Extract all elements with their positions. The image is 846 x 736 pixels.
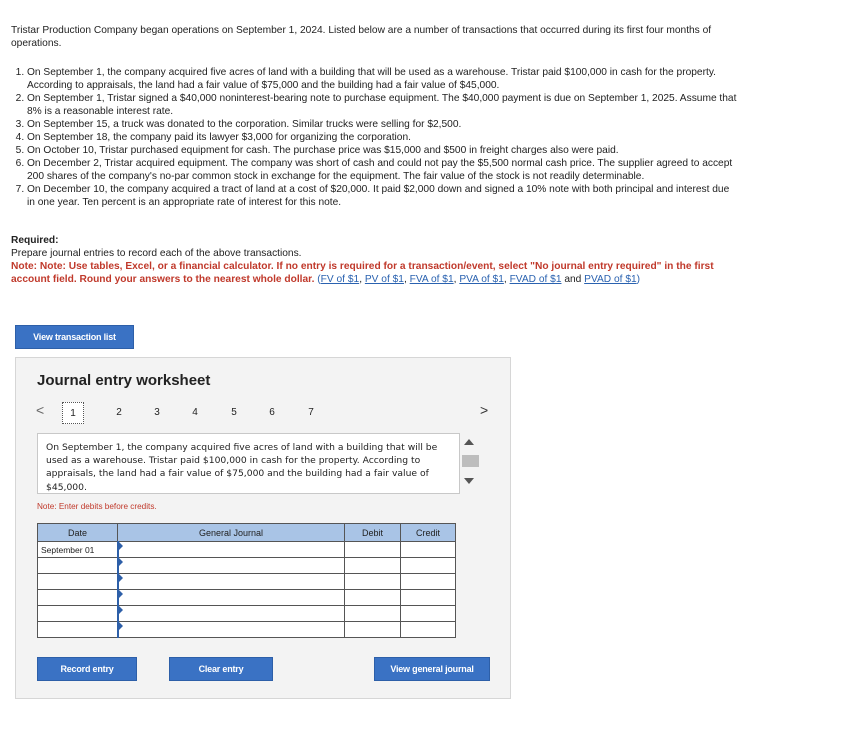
- view-transaction-list-button[interactable]: View transaction list: [15, 325, 134, 349]
- page-4-tab[interactable]: 4: [192, 407, 198, 418]
- table-row: [38, 558, 456, 574]
- fv-link[interactable]: FV of $1: [320, 274, 360, 285]
- transaction-item: 5. On October 10, Tristar purchased equipment for cash. The purchase price was $15,000 and $500 in freight charges also were paid.: [27, 144, 739, 157]
- table-row: [38, 606, 456, 622]
- date-column-header: Date: [38, 524, 118, 542]
- journal-entry-worksheet: [15, 357, 511, 699]
- scroll-thumb[interactable]: [462, 455, 479, 467]
- debit-field[interactable]: [345, 558, 401, 574]
- debit-field[interactable]: [345, 574, 401, 590]
- credit-field[interactable]: [401, 558, 456, 574]
- debit-column-header: Debit: [345, 524, 401, 542]
- required-heading: Required:: [11, 235, 59, 246]
- fvad-link[interactable]: FVAD of $1: [509, 274, 562, 285]
- description-scrollbar[interactable]: [459, 433, 481, 494]
- transaction-item: 3. On September 15, a truck was donated to the corporation. Similar trucks were selling for $2,500.: [27, 118, 739, 131]
- transaction-item: 1. On September 1, the company acquired five acres of land with a building that will be used as a warehouse. Tristar paid $100,000 in cash for the property. According to appraisals, the land had a fair value of $75,000 and the building had a fair value of $45,000.: [27, 66, 739, 92]
- date-cell: September 01: [38, 542, 118, 558]
- intro-paragraph: Tristar Production Company began operations on September 1, 2024. Listed below are a number of transactions that occurred during its first four months of operations.: [11, 25, 712, 49]
- worksheet-pager: [36, 402, 496, 424]
- record-entry-button[interactable]: Record entry: [37, 657, 137, 681]
- table-row: [38, 622, 456, 638]
- required-section: [11, 234, 731, 286]
- credit-column-header: Credit: [401, 524, 456, 542]
- table-row: [38, 590, 456, 606]
- date-cell: [38, 590, 118, 606]
- account-field[interactable]: [118, 558, 345, 574]
- page-1-tab[interactable]: 1: [62, 402, 84, 424]
- prev-arrow-icon[interactable]: <: [36, 402, 45, 418]
- account-field[interactable]: [118, 590, 345, 606]
- page-5-tab[interactable]: 5: [231, 407, 237, 418]
- scroll-up-icon[interactable]: [464, 439, 474, 445]
- pva-link[interactable]: PVA of $1: [459, 274, 504, 285]
- pv-link[interactable]: PV of $1: [364, 274, 404, 285]
- clear-entry-button[interactable]: Clear entry: [169, 657, 273, 681]
- transaction-item: 6. On December 2, Tristar acquired equipment. The company was short of cash and could not pay the $5,500 normal cash price. The supplier agreed to accept 200 shares of the company's no-par common stock in exchange for the equipment. The fair value of the stock is not readily determinable.: [27, 157, 739, 183]
- transaction-item: 2. On September 1, Tristar signed a $40,000 noninterest-bearing note to purchase equipment. The $40,000 payment is due on September 1, 2025. Assume that 8% is a reasonable interest rate.: [27, 92, 739, 118]
- journal-column-header: General Journal: [118, 524, 345, 542]
- credit-field[interactable]: [401, 590, 456, 606]
- date-cell: [38, 558, 118, 574]
- credit-field[interactable]: [401, 542, 456, 558]
- pvad-link[interactable]: PVAD of $1: [584, 274, 637, 285]
- required-text: Prepare journal entries to record each of the above transactions.: [11, 248, 302, 259]
- table-row: [38, 542, 456, 558]
- account-field[interactable]: [118, 622, 345, 638]
- transaction-item: 4. On September 18, the company paid its lawyer $3,000 for organizing the corporation.: [27, 131, 739, 144]
- scroll-down-icon[interactable]: [464, 478, 474, 484]
- fva-link[interactable]: FVA of $1: [409, 274, 454, 285]
- worksheet-title: Journal entry worksheet: [37, 372, 211, 389]
- debit-credit-hint: Note: Enter debits before credits.: [37, 502, 157, 511]
- debit-field[interactable]: [345, 606, 401, 622]
- required-note: Note: Note: Use tables, Excel, or a financial calculator. If no entry is required for a transaction/event, select "No journal entry required" in the first account field. Round your answers to the nearest whole dollar.: [11, 261, 714, 285]
- table-row: [38, 574, 456, 590]
- credit-field[interactable]: [401, 622, 456, 638]
- transaction-list: [11, 66, 739, 209]
- journal-table: [37, 523, 456, 638]
- table-links: (FV of $1, PV of $1, FVA of $1, PVA of $1, FVAD of $1 and PVAD of $1): [317, 274, 641, 285]
- credit-field[interactable]: [401, 574, 456, 590]
- view-general-journal-button[interactable]: View general journal: [374, 657, 490, 681]
- date-cell: [38, 622, 118, 638]
- debit-field[interactable]: [345, 542, 401, 558]
- page-6-tab[interactable]: 6: [269, 407, 275, 418]
- account-field[interactable]: [118, 574, 345, 590]
- debit-field[interactable]: [345, 590, 401, 606]
- transaction-description: On September 1, the company acquired five acres of land with a building that will be used as a warehouse. Tristar paid $100,000 in cash for the property. According to appraisals, the land had a fair value of $75,000 and the building had a fair value of $45,000.: [37, 433, 460, 494]
- account-field[interactable]: [118, 542, 345, 558]
- date-cell: [38, 574, 118, 590]
- page-3-tab[interactable]: 3: [154, 407, 160, 418]
- transaction-item: 7. On December 10, the company acquired a tract of land at a cost of $20,000. It paid $2,000 down and signed a 10% note with both principal and interest due in one year. Ten percent is an appropriate rate of interest for this note.: [27, 183, 739, 209]
- debit-field[interactable]: [345, 622, 401, 638]
- page-7-tab[interactable]: 7: [308, 407, 314, 418]
- date-cell: [38, 606, 118, 622]
- credit-field[interactable]: [401, 606, 456, 622]
- account-field[interactable]: [118, 606, 345, 622]
- page-2-tab[interactable]: 2: [116, 407, 122, 418]
- next-arrow-icon[interactable]: >: [480, 402, 489, 418]
